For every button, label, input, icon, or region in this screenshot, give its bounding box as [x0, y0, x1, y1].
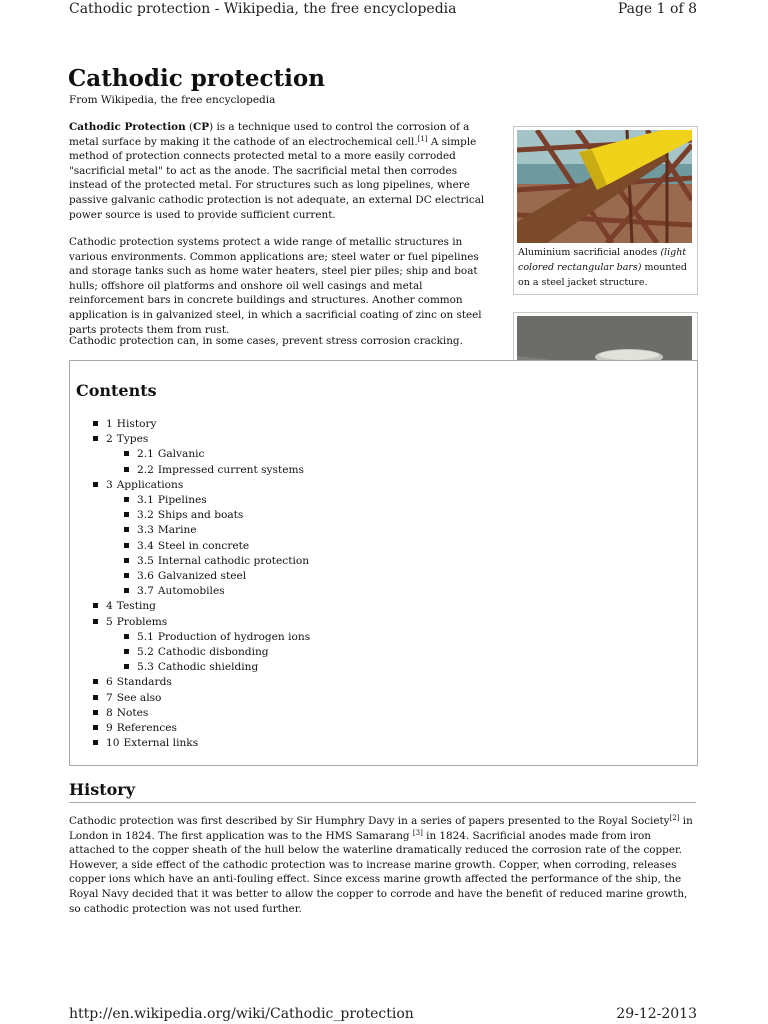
toc-number: 3.7: [137, 585, 154, 598]
toc-item[interactable]: [137, 463, 304, 477]
toc-number: 3.2: [137, 509, 154, 522]
toc-item[interactable]: [106, 691, 161, 705]
toc-number: 3.3: [137, 524, 154, 537]
bullet-icon: [124, 467, 129, 472]
toc-item[interactable]: [137, 493, 207, 507]
toc-label: Automobiles: [157, 585, 225, 598]
citation-2[interactable]: [2]: [669, 814, 680, 822]
toc-number: 10: [106, 737, 120, 750]
bullet-icon: [93, 482, 98, 487]
toc-label: Cathodic shielding: [157, 661, 259, 674]
toc-label: Ships and boats: [157, 509, 244, 522]
article-subtitle: From Wikipedia, the free encyclopedia: [69, 94, 276, 106]
bullet-icon: [93, 740, 98, 745]
toc-item[interactable]: [106, 478, 183, 492]
bullet-icon: [93, 603, 98, 608]
toc-label: Internal cathodic protection: [157, 554, 310, 567]
citation-1[interactable]: [1]: [417, 134, 428, 143]
intro-paragraph: [69, 120, 493, 222]
toc-item[interactable]: [106, 736, 198, 750]
toc-item[interactable]: [137, 584, 225, 598]
history-heading: History: [69, 780, 135, 799]
caption-1-pre: Aluminium sacrificial anodes: [518, 247, 661, 258]
toc-item[interactable]: [106, 417, 157, 431]
page-number: Page 1 of 8: [617, 1, 697, 17]
toc-label: Production of hydrogen ions: [157, 630, 311, 643]
toc-label: Standards: [116, 676, 172, 689]
toc-item[interactable]: [106, 706, 148, 720]
print-date: 29-12-2013: [616, 1006, 697, 1022]
figure-caption: [514, 243, 697, 294]
page-header-title: Cathodic protection - Wikipedia, the free encyclopedia: [69, 1, 457, 17]
article-title: Cathodic protection: [68, 65, 325, 92]
intro-abbr-open: (: [185, 121, 193, 133]
toc-item[interactable]: [137, 447, 204, 461]
toc-number: 8: [106, 706, 113, 719]
history-text-1: Cathodic protection was first described by Sir Humphry Davy in a series of papers presented to the Royal Society: [69, 815, 670, 827]
toc-label: Galvanized steel: [157, 570, 247, 582]
bullet-icon: [124, 588, 129, 593]
toc-number: 3.1: [137, 494, 154, 506]
toc-number: 3: [106, 478, 113, 491]
bullet-icon: [93, 725, 98, 730]
toc-item[interactable]: [137, 523, 197, 537]
toc-item[interactable]: [137, 630, 310, 644]
toc-number: 5.2: [137, 646, 154, 658]
bullet-icon: [124, 558, 129, 563]
table-of-contents: [69, 360, 698, 766]
toc-item[interactable]: [137, 508, 243, 522]
figure-aluminium-anodes: [513, 126, 698, 295]
toc-number: 1: [106, 418, 113, 430]
toc-label: Galvanic: [157, 448, 205, 461]
intro-abbr-close: ): [209, 121, 214, 133]
page-url: http://en.wikipedia.org/wiki/Cathodic_protection: [69, 1006, 414, 1022]
caption-1-post: mounted on a steel jacket structure.: [518, 262, 687, 288]
bullet-icon: [124, 573, 129, 578]
bullet-icon: [124, 664, 129, 669]
toc-number: 2.2: [137, 463, 154, 476]
bullet-icon: [93, 619, 98, 624]
toc-label: Marine: [157, 524, 197, 537]
intro-abbr: CP: [193, 121, 210, 133]
toc-number: 5: [106, 615, 113, 628]
toc-item[interactable]: [137, 539, 249, 553]
bullet-icon: [124, 543, 129, 548]
bullet-icon: [124, 497, 129, 502]
toc-label: History: [116, 418, 157, 430]
toc-number: 5.3: [137, 661, 154, 674]
toc-number: 4: [106, 600, 113, 613]
section-divider: [69, 802, 696, 803]
toc-item[interactable]: [137, 645, 269, 659]
toc-number: 5.1: [137, 630, 154, 643]
contents-title: Contents: [76, 381, 157, 400]
intro-text-1: is a technique used to control the corrosion of a metal surface by making it the cathode of an electrochemical cell.: [69, 121, 470, 148]
toc-item[interactable]: [137, 569, 246, 583]
history-paragraph: [69, 814, 699, 916]
toc-label: Steel in concrete: [157, 539, 250, 552]
toc-number: 7: [106, 691, 113, 704]
toc-item[interactable]: [137, 554, 309, 568]
toc-item[interactable]: [106, 615, 167, 629]
caption-1-em: (light colored rectangular bars): [518, 247, 687, 273]
bullet-icon: [124, 527, 129, 532]
toc-item[interactable]: [106, 721, 177, 735]
toc-label: Testing: [116, 600, 156, 613]
citation-3[interactable]: [3]: [412, 828, 423, 837]
toc-label: See also: [116, 691, 162, 704]
bullet-icon: [124, 634, 129, 639]
bullet-icon: [93, 679, 98, 684]
toc-label: Impressed current systems: [157, 463, 304, 476]
toc-item[interactable]: [106, 675, 172, 689]
toc-number: 3.6: [137, 570, 154, 582]
history-text-3: in 1824. Sacrificial anodes made from iron attached to the copper sheath of the hull below the waterline dramatically reduced the corrosion rate of the copper. However, a side effect of the cathodic protection was to increase marine growth. Copper, when corroding, releases copper ions which have an anti-fouling effect. Since excess marine growth affected the performance of the ship, the Royal Navy decided that it was better to allow the copper to corrode and have the benefit of reduced marine growth, so cathodic protection was not used further.: [69, 829, 688, 915]
toc-number: 2: [106, 433, 113, 446]
bullet-icon: [124, 451, 129, 456]
toc-number: 2.1: [137, 448, 154, 461]
aluminium-anodes-image[interactable]: [517, 130, 692, 243]
toc-label: References: [116, 722, 177, 734]
bullet-icon: [93, 710, 98, 715]
toc-number: 3.4: [137, 539, 154, 552]
toc-label: Types: [116, 433, 149, 446]
intro-text-2: A simple method of protection connects protected metal to a more easily corroded "sacrificial metal" to act as the anode. The sacrificial metal then corrodes instead of the protected metal. For structures such as long pipelines, where passive galvanic cathodic protection is not adequate, an external DC electrical power source is used to provide sufficient current.: [69, 135, 485, 221]
toc-item[interactable]: [137, 660, 258, 674]
toc-number: 9: [106, 722, 113, 734]
bullet-icon: [124, 512, 129, 517]
toc-number: 3.5: [137, 554, 154, 567]
stress-corrosion-paragraph: Cathodic protection can, in some cases, prevent stress corrosion cracking.: [69, 335, 463, 347]
history-text-2: in London in 1824. The first application was to the HMS Samarang: [69, 815, 693, 842]
applications-paragraph: Cathodic protection systems protect a wide range of metallic structures in various environments. Common applications are; steel water or fuel pipelines and storage tanks such as home water heaters, steel pier piles; ship and boat hulls; offshore oil platforms and onshore oil well casings and metal reinforcement bars in concrete buildings and structures. Another common application is in galvanized steel, in which a sacrificial coating of zinc on steel parts protects them from rust.: [69, 236, 482, 336]
toc-label: Problems: [116, 615, 168, 628]
toc-item[interactable]: [106, 599, 156, 613]
toc-label: Cathodic disbonding: [157, 646, 269, 658]
toc-number: 6: [106, 676, 113, 689]
toc-label: Pipelines: [157, 494, 207, 506]
toc-label: Applications: [116, 478, 184, 491]
toc-label: External links: [123, 737, 199, 750]
bullet-icon: [93, 695, 98, 700]
toc-item[interactable]: [106, 432, 148, 446]
toc-label: Notes: [116, 706, 149, 719]
bullet-icon: [93, 436, 98, 441]
bullet-icon: [124, 649, 129, 654]
intro-term: Cathodic Protection: [69, 121, 186, 133]
bullet-icon: [93, 421, 98, 426]
